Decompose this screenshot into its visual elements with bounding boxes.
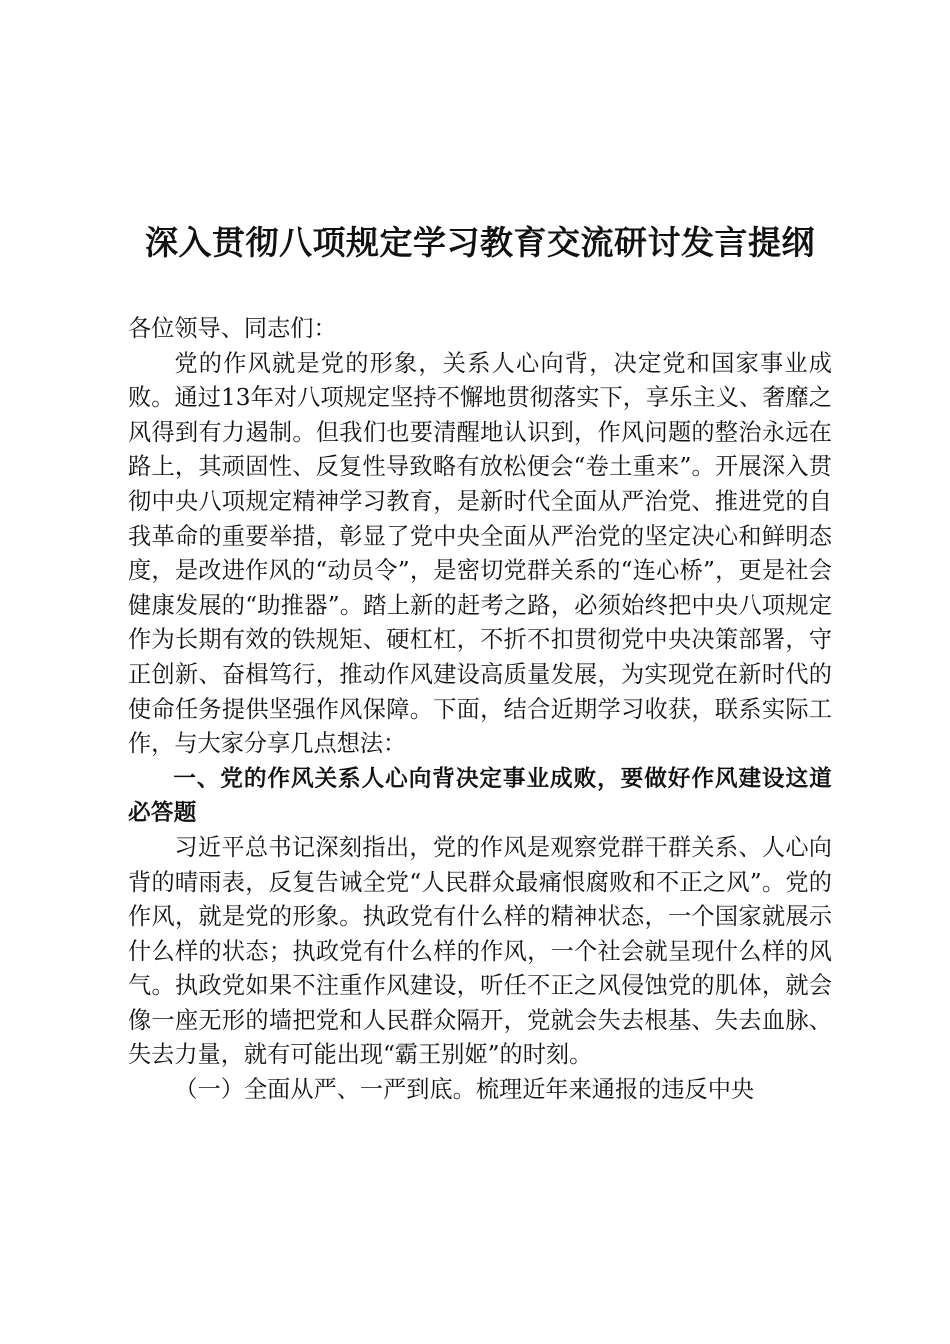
document-page <box>128 0 832 1344</box>
section-1-paragraph: 习近平总书记深刻指出，党的作风是观察党群干群关系、人心向背的晴雨表，反复告诫全党“人民群众最痛恨腐败和不正之风”。党的作风，就是党的形象。执政党有什么样的精神状态，一个国家就展示什么样的状态；执政党有什么样的作风，一个社会就呈现什么样的风气。执政党如果不注重作风建设，听任不正之风侵蚀党的肌体，就会像一座无形的墙把党和人民群众隔开，党就会失去根基、失去血脉、失去力量，就有可能出现“霸王别姬”的时刻。 <box>128 833 832 1069</box>
document-title: 深入贯彻八项规定学习教育交流研讨发言提纲 <box>145 223 815 262</box>
intro-paragraph: 党的作风就是党的形象，关系人心向背，决定党和国家事业成败。通过13年对八项规定坚持不懈地贯彻落实下，享乐主义、奢靡之风得到有力遏制。但我们也要清醒地认识到，作风问题的整治永远在路上，其顽固性、反复性导致略有放松便会“卷土重来”。开展深入贯彻中央八项规定精神学习教育，是新时代全面从严治党、推进党的自我革命的重要举措，彰显了党中央全面从严治党的坚定决心和鲜明态度，是改进作风的“动员令”，是密切党群关系的“连心桥”，更是社会健康发展的“助推器”。踏上新的赶考之路，必须始终把中央八项规定作为长期有效的铁规矩、硬杠杠，不折不扣贯彻党中央决策部署，守正创新、奋楫笃行，推动作风建设高质量发展，为实现党在新时代的使命任务提供坚强作风保障。下面，结合近期学习收获，联系实际工作，与大家分享几点想法： <box>128 349 832 758</box>
section-heading-1: 一、党的作风关系人心向背决定事业成败，要做好作风建设这道必答题 <box>128 765 832 827</box>
document-body <box>128 312 832 1108</box>
subsection-1-text: （一）全面从严、一严到底。梳理近年来通报的违反中央 <box>174 1076 755 1104</box>
salutation: 各位领导、同志们： <box>128 315 337 342</box>
